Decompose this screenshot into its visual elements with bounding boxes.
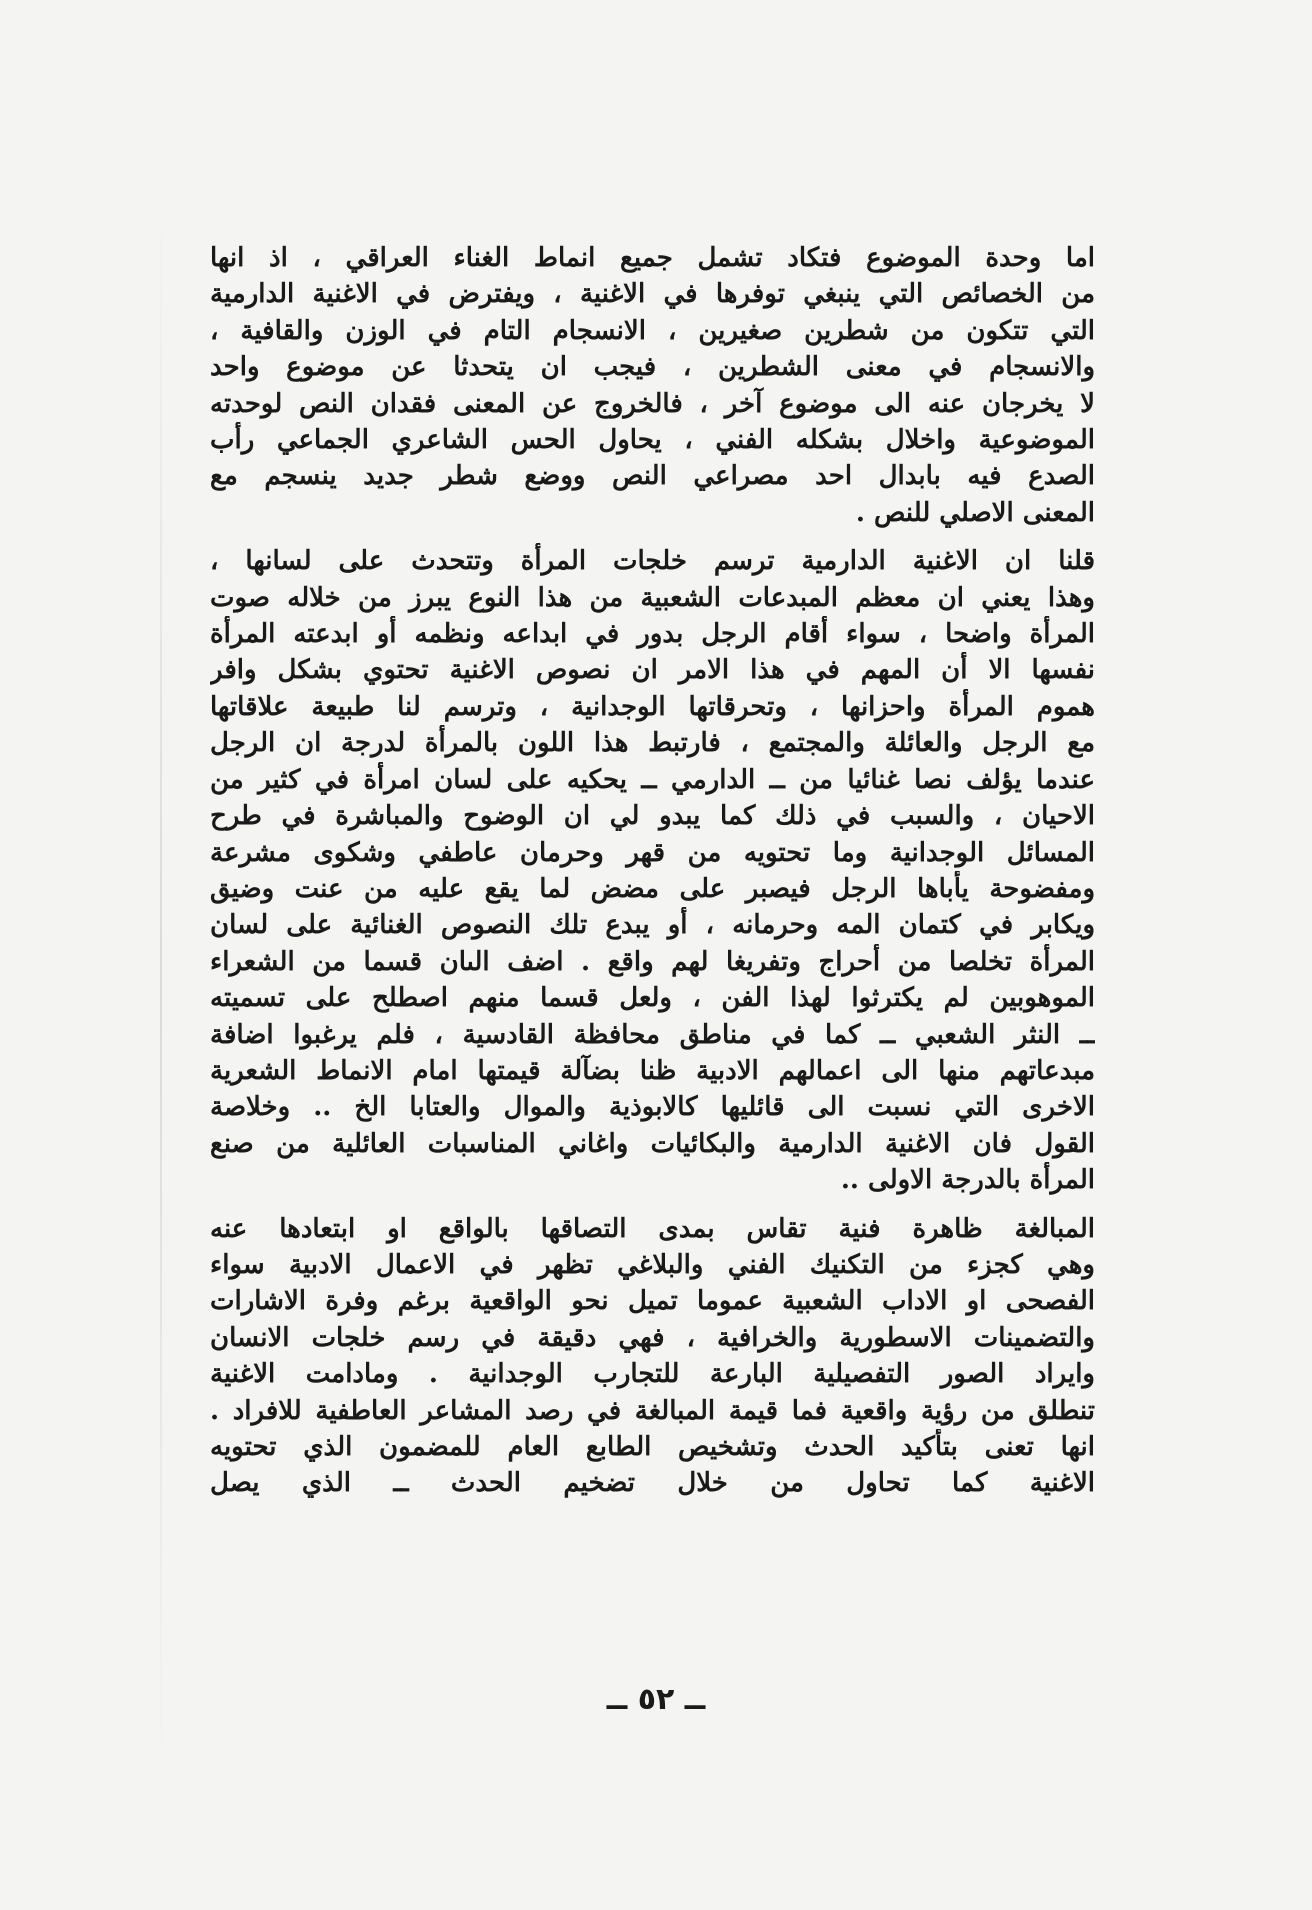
text-line: الاغنية كما تحاول من خلال تضخيم الحدث ــ الذي يصل (210, 1468, 1095, 1499)
text-line: التي تتكون من شطرين صغيرين ، الانسجام التام في الوزن والقافية ، (210, 315, 1095, 346)
body-text (210, 240, 1095, 1502)
paragraph-3 (210, 1211, 1095, 1502)
text-line: لا يخرجان عنه الى موضوع آخر ، فالخروج عن المعنى فقدان النص لوحدته (210, 388, 1095, 419)
text-line: تنطلق من رؤية واقعية فما قيمة المبالغة في رصد المشاعر العاطفية للافراد . (210, 1395, 1095, 1426)
text-line: الموهوبين لم يكترثوا لهذا الفن ، ولعل قسما منهم اصطلح على تسميته (210, 983, 1095, 1014)
text-line: المرأة تخلصا من أحراج وتفريغا لهم واقع . اضف الىان قسما من الشعراء (210, 946, 1095, 977)
page-number: ــ ٥٢ ــ (606, 1682, 706, 1717)
text-line: الاحيان ، والسبب في ذلك كما يبدو لي ان الوضوح والمباشرة في طرح (210, 801, 1095, 832)
text-line: عندما يؤلف نصا غنائيا من ــ الدارمي ــ يحكيه على لسان امرأة في كثير من (210, 764, 1095, 795)
text-line: مبدعاتهم منها الى اعمالهم الادبية ظنا بضآلة قيمتها امام الانماط الشعرية (210, 1055, 1095, 1086)
text-line: وهذا يعني ان معظم المبدعات الشعبية من هذا النوع يبرز من خلاله صوت (210, 582, 1095, 613)
text-line: اما وحدة الموضوع فتكاد تشمل جميع انماط الغناء العراقي ، اذ انها (210, 243, 1095, 273)
text-line: الصدع فيه بابدال احد مصراعي النص ووضع شطر جديد ينسجم مع (210, 461, 1095, 492)
text-line: والانسجام في معنى الشطرين ، فيجب ان يتحدثا عن موضوع واحد (210, 352, 1095, 383)
text-line: هموم المرأة واحزانها ، وتحرقاتها الوجدانية ، وترسم لنا طبيعة علاقاتها (210, 691, 1095, 722)
text-line: نفسها الا أن المهم في هذا الامر ان نصوص الاغنية تحتوي بشكل وافر (210, 655, 1095, 686)
text-line: ــ النثر الشعبي ــ كما في مناطق محافظة القادسية ، فلم يرغبوا اضافة (210, 1019, 1095, 1050)
text-line: المبالغة ظاهرة فنية تقاس بمدى التصاقها بالواقع او ابتعادها عنه (210, 1213, 1095, 1244)
text-line: الاخرى التي نسبت الى قائليها كالابوذية والموال والعتابا الخ .. وخلاصة (210, 1092, 1095, 1123)
text-line: المرأة واضحا ، سواء أقام الرجل بدور في ابداعه ونظمه أو ابدعته المرأة (210, 619, 1095, 650)
paragraph-1 (210, 240, 1095, 531)
text-line: ومفضوحة يأباها الرجل فيصبر على مضض لما يقع عليه من عنت وضيق (210, 873, 1095, 904)
text-line: من الخصائص التي ينبغي توفرها في الاغنية ، ويفترض في الاغنية الدارمية (210, 279, 1095, 310)
text-line: القول فان الاغنية الدارمية والبكائيات واغاني المناسبات العائلية من صنع (210, 1128, 1095, 1159)
text-line: وايراد الصور التفصيلية البارعة للتجارب الوجدانية . ومادامت الاغنية (210, 1359, 1095, 1390)
text-line: المعنى الاصلي للنص . (855, 497, 1095, 528)
text-line: ويكابر في كتمان المه وحرمانه ، أو يبدع تلك النصوص الغنائية على لسان (210, 910, 1095, 941)
text-line: وهي كجزء من التكنيك الفني والبلاغي تظهر في الاعمال الادبية سواء (210, 1249, 1095, 1280)
text-line: انها تعنى بتأكيد الحدث وتشخيص الطابع العام للمضمون الذي تحتويه (210, 1432, 1095, 1462)
text-line: الفصحى او الاداب الشعبية عموما تميل نحو الواقعية برغم وفرة الاشارات (210, 1286, 1095, 1317)
text-line: الموضوعية واخلال بشكله الفني ، يحاول الحس الشاعري الجماعي رأب (210, 425, 1095, 456)
text-line: قلنا ان الاغنية الدارمية ترسم خلجات المرأة وتتحدث على لسانها ، (210, 546, 1095, 577)
scan-edge-shadow (160, 205, 162, 1765)
text-line: مع الرجل والعائلة والمجتمع ، فارتبط هذا اللون بالمرأة لدرجة ان الرجل (210, 728, 1095, 759)
text-line: المسائل الوجدانية وما تحتويه من قهر وحرمان عاطفي وشكوى مشرعة (210, 837, 1095, 868)
text-line: المرأة بالدرجة الاولى .. (840, 1165, 1095, 1196)
text-line: والتضمينات الاسطورية والخرافية ، فهي دقيقة في رسم خلجات الانسان (210, 1322, 1095, 1353)
paragraph-2 (210, 543, 1095, 1198)
